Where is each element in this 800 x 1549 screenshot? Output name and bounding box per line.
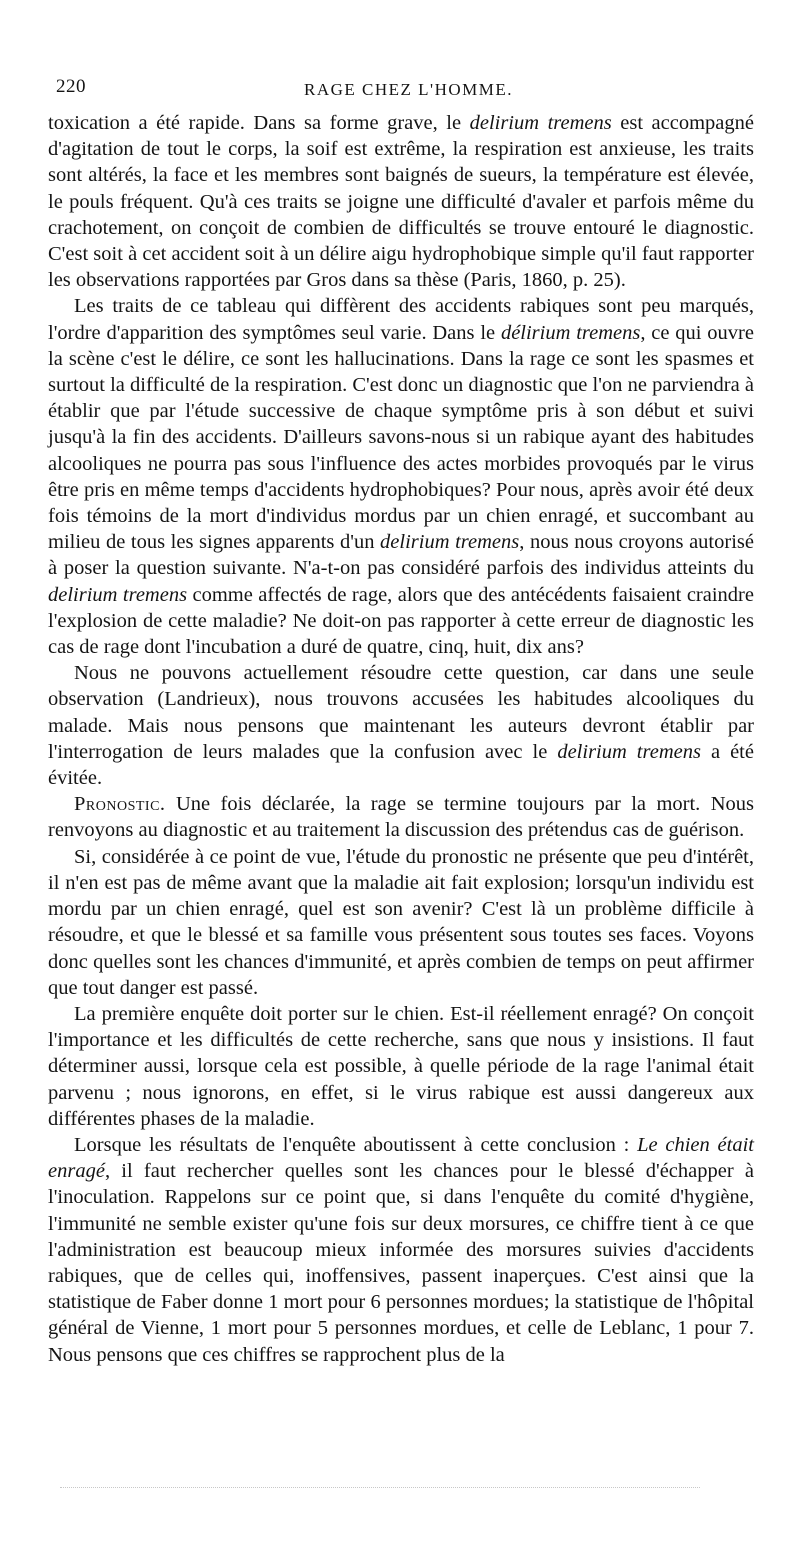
running-title: RAGE CHEZ L'HOMME. <box>304 80 514 99</box>
paragraph-p7 <box>48 1132 754 1368</box>
text-run: toxication a été rapide. Dans sa forme grave, le <box>48 112 470 134</box>
page-number: 220 <box>56 76 86 97</box>
text-run: La première enquête doit porter sur le chien. Est-il réellement enragé? On conçoit l'importance et les difficultés de cette recherche, sans que nous y insistions. Il faut déterminer aussi, lorsque cela est possible, à quelle période de la rage l'animal était parvenu ; nous ignorons, en effet, si le virus rabique est aussi dangereux aux différentes phases de la maladie. <box>48 1002 754 1130</box>
running-head <box>48 70 754 110</box>
text-run: , ce qui ouvre la scène c'est le délire, ce sont les hallucinations. Dans la rage ce sont les spasmes et surtout la difficulté de la respiration. C'est donc un diagnostic que l'on ne parviendra à établir que par l'étude successive de chaque symptôme pris à son début et suivi jusqu'à la fin des accidents. D'ailleurs savons-nous si un rabique ayant des habitudes alcooliques ne pourra pas sous l'influence des actes morbides provoqués par le virus être pris en même temps d'accidents hydrophobiques? Pour nous, après avoir été deux fois témoins de la mort d'individus mordus par un chien enragé, et succombant au milieu de tous les signes apparents d'un <box>48 321 754 554</box>
italic-term: delirium tremens <box>557 740 701 763</box>
italic-term: Le chien était enragé <box>48 1133 754 1183</box>
text-run: Les traits de ce tableau qui diffèrent des accidents rabiques sont peu marqués, l'ordre d'apparition des symptômes seul varie. Dans le <box>48 295 754 344</box>
section-heading: Pronostic. <box>74 793 166 816</box>
text-run: a été évitée. <box>48 740 754 790</box>
italic-term: delirium tremens <box>48 583 188 606</box>
italic-term: delirium tremens <box>469 112 612 134</box>
text-run: Si, considérée à ce point de vue, l'étude du pronostic ne présente que peu d'intérêt, il n'en est pas de même avant que la maladie ait fait explosion; lorsqu'un individu est mordu par un chien enragé, quel est son avenir? C'est là un problème difficile à résoudre, et que le blessé et sa famille vous présentent sous toutes ses faces. Voyons donc quelles sont les chances d'immunité, et après combien de temps on peut affirmer que tout danger est passé. <box>48 845 754 999</box>
text-run: , nous nous croyons autorisé à poser la question suivante. N'a-t-on pas considéré parfois des individus atteints du <box>48 531 754 580</box>
italic-term: délirium tremens <box>500 321 641 344</box>
paragraph-p5 <box>48 844 754 1001</box>
italic-term: delirium tremens <box>380 531 520 554</box>
body-text <box>48 110 754 1368</box>
text-run: est accompagné d'agitation de tout le corps, la soif est extrême, la respiration est anxieuse, les traits sont altérés, la face et les membres sont baignés de sueurs, la température est élevée, le pouls fréquent. Qu'à ces traits se joigne une difficulté d'avaler et parfois même du crachotement, on conçoit de combien de difficultés se trouve entouré le diagnostic. C'est soit à cet accident soit à un délire aigu hydrophobique simple qu'il faut rapporter les observations rapportées par Gros dans sa thèse (Paris, 1860, p. 25). <box>48 112 754 292</box>
paragraph-p4 <box>48 791 754 843</box>
book-page <box>48 70 754 1368</box>
text-run: , il faut rechercher quelles sont les chances pour le blessé d'échapper à l'inoculation. Rappelons sur ce point que, si dans l'enquête du comité d'hygiène, l'immunité ne semble exister qu'une fois sur deux morsures, ce chiffre tient à ce que l'administration est beaucoup mieux informée des morsures suivies d'accidents rabiques, que de celles qui, inoffensives, passent inaperçues. C'est ainsi que la statistique de Faber donne 1 mort pour 6 personnes mordues; la statistique de l'hôpital général de Vienne, 1 mort pour 5 personnes mordues, et celle de Leblanc, 1 pour 7. Nous pensons que ces chiffres se rapprochent plus de la <box>48 1160 754 1366</box>
paragraph-p6 <box>48 1001 754 1132</box>
paragraph-p3 <box>48 660 754 791</box>
text-run: Une fois déclarée, la rage se termine toujours par la mort. Nous renvoyons au diagnostic et au traitement la discussion des prétendus cas de guérison. <box>48 793 754 842</box>
bottom-rule <box>60 1487 700 1488</box>
text-run: Lorsque les résultats de l'enquête aboutissent à cette conclusion : <box>74 1133 638 1156</box>
paragraph-p2 <box>48 293 754 660</box>
text-run: Nous ne pouvons actuellement résoudre cette question, car dans une seule observation (Landrieux), nous trouvons accusées les habitudes alcooliques du malade. Mais nous pensons que maintenant les auteurs devront établir par l'interrogation de leurs malades que la confusion avec le <box>48 662 754 763</box>
paragraph-p1 <box>48 110 754 293</box>
text-run: comme affectés de rage, alors que des antécédents faisaient craindre l'explosion de cette maladie? Ne doit-on pas rapporter à cette erreur de diagnostic les cas de rage dont l'incubation a duré de quatre, cinq, huit, dix ans? <box>48 583 754 659</box>
